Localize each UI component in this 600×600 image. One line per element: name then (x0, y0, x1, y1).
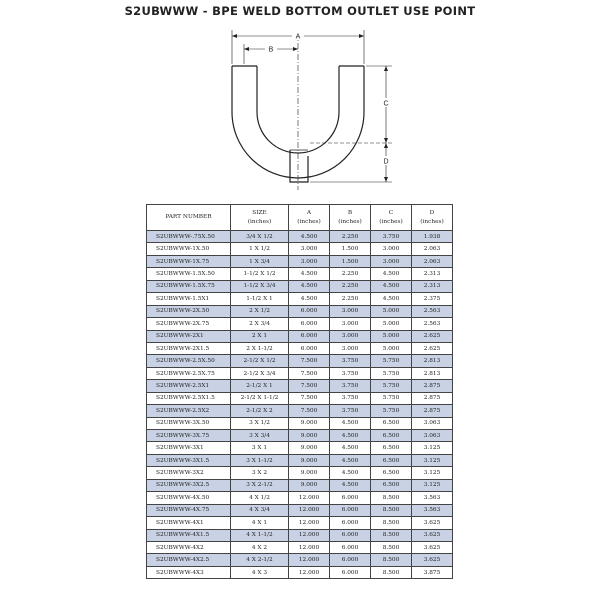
cell-c: 6.500 (371, 467, 412, 479)
label-c: C (383, 100, 389, 108)
label-a: A (295, 33, 301, 41)
cell-part-number: S2UBWWW-2X.75 (147, 318, 231, 330)
table-row (147, 293, 453, 305)
cell-part-number: S2UBWWW-1.5X.75 (147, 280, 231, 292)
page-title: S2UBWWW - BPE WELD BOTTOM OUTLET USE POINT (124, 4, 476, 18)
table-row (147, 330, 453, 342)
cell-a: 12.000 (289, 554, 330, 566)
cell-part-number: S2UBWWW-3X1.5 (147, 454, 231, 466)
label-b: B (268, 46, 274, 54)
cell-size: 1-1/2 X 1/2 (231, 268, 289, 280)
cell-c: 5.750 (371, 380, 412, 392)
cell-a: 9.000 (289, 467, 330, 479)
cell-part-number: S2UBWWW-4X1 (147, 517, 231, 529)
cell-size: 3 X 1-1/2 (231, 454, 289, 466)
cell-part-number: S2UBWWW-2.5X1 (147, 380, 231, 392)
cell-part-number: S2UBWWW-2.5X1.5 (147, 392, 231, 404)
cell-c: 5.750 (371, 405, 412, 417)
cell-a: 12.000 (289, 517, 330, 529)
table-row (147, 392, 453, 404)
header-b: B (inches) (330, 205, 371, 231)
cell-b: 3.000 (330, 342, 371, 354)
cell-a: 6.000 (289, 342, 330, 354)
cell-c: 4.500 (371, 280, 412, 292)
cell-size: 1-1/2 X 3/4 (231, 280, 289, 292)
table-row (147, 380, 453, 392)
cell-size: 2 X 1 (231, 330, 289, 342)
table-row (147, 231, 453, 243)
cell-part-number: S2UBWWW-3X1 (147, 442, 231, 454)
cell-size: 1 X 3/4 (231, 255, 289, 267)
cell-size: 2 X 1-1/2 (231, 342, 289, 354)
cell-b: 4.500 (330, 430, 371, 442)
cell-b: 2.250 (330, 280, 371, 292)
cell-part-number: S2UBWWW-2X1.5 (147, 342, 231, 354)
cell-part-number: S2UBWWW-2X.50 (147, 305, 231, 317)
table-row (147, 243, 453, 255)
cell-b: 3.750 (330, 355, 371, 367)
cell-a: 4.500 (289, 293, 330, 305)
cell-b: 1.500 (330, 255, 371, 267)
cell-size: 3 X 1/2 (231, 417, 289, 429)
table-row (147, 305, 453, 317)
cell-d: 2.313 (412, 280, 453, 292)
cell-size: 4 X 1/2 (231, 492, 289, 504)
table-row (147, 367, 453, 379)
cell-part-number: S2UBWWW-3X2 (147, 467, 231, 479)
table-row (147, 479, 453, 491)
cell-b: 3.750 (330, 405, 371, 417)
cell-b: 4.500 (330, 479, 371, 491)
header-part-number: PART NUMBER (147, 205, 231, 231)
cell-c: 4.500 (371, 268, 412, 280)
cell-c: 8.500 (371, 554, 412, 566)
cell-c: 6.500 (371, 442, 412, 454)
table-row (147, 405, 453, 417)
cell-d: 3.875 (412, 566, 453, 578)
cell-c: 6.500 (371, 417, 412, 429)
table-row (147, 442, 453, 454)
cell-d: 2.063 (412, 255, 453, 267)
cell-d: 2.875 (412, 380, 453, 392)
cell-a: 12.000 (289, 492, 330, 504)
header-c: C (inches) (371, 205, 412, 231)
cell-c: 8.500 (371, 566, 412, 578)
cell-d: 2.563 (412, 305, 453, 317)
cell-c: 5.000 (371, 318, 412, 330)
cell-c: 3.000 (371, 243, 412, 255)
cell-d: 3.563 (412, 504, 453, 516)
header-d: D (inches) (412, 205, 453, 231)
cell-a: 12.000 (289, 566, 330, 578)
cell-a: 7.500 (289, 355, 330, 367)
cell-part-number: S2UBWWW-4X2.5 (147, 554, 231, 566)
cell-size: 3 X 2 (231, 467, 289, 479)
cell-d: 2.813 (412, 355, 453, 367)
cell-c: 6.500 (371, 454, 412, 466)
table-row (147, 566, 453, 578)
cell-a: 3.000 (289, 243, 330, 255)
dimensions-table (146, 204, 453, 579)
cell-b: 4.500 (330, 467, 371, 479)
cell-size: 2-1/2 X 1/2 (231, 355, 289, 367)
cell-d: 3.625 (412, 554, 453, 566)
cell-a: 7.500 (289, 380, 330, 392)
cell-b: 3.750 (330, 380, 371, 392)
cell-d: 3.125 (412, 442, 453, 454)
cell-a: 6.000 (289, 305, 330, 317)
cell-d: 2.875 (412, 405, 453, 417)
cell-part-number: S2UBWWW-4X1.5 (147, 529, 231, 541)
table-row (147, 355, 453, 367)
cell-a: 12.000 (289, 504, 330, 516)
cell-a: 9.000 (289, 430, 330, 442)
cell-d: 3.063 (412, 417, 453, 429)
header-a: A (inches) (289, 205, 330, 231)
cell-size: 1-1/2 X 1 (231, 293, 289, 305)
cell-d: 3.063 (412, 430, 453, 442)
cell-b: 6.000 (330, 529, 371, 541)
cell-part-number: S2UBWWW-1.5X.50 (147, 268, 231, 280)
cell-b: 6.000 (330, 541, 371, 553)
cell-a: 12.000 (289, 541, 330, 553)
table-row (147, 268, 453, 280)
table-row (147, 280, 453, 292)
cell-c: 8.500 (371, 529, 412, 541)
cell-c: 8.500 (371, 492, 412, 504)
cell-a: 9.000 (289, 442, 330, 454)
cell-a: 7.500 (289, 392, 330, 404)
cell-b: 4.500 (330, 417, 371, 429)
cell-b: 4.500 (330, 454, 371, 466)
cell-c: 3.000 (371, 255, 412, 267)
table-header-row (147, 205, 453, 231)
table-row (147, 541, 453, 553)
cell-d: 2.625 (412, 342, 453, 354)
table-row (147, 554, 453, 566)
cell-size: 2-1/2 X 2 (231, 405, 289, 417)
cell-part-number: S2UBWWW-4X.50 (147, 492, 231, 504)
cell-c: 3.750 (371, 231, 412, 243)
cell-size: 4 X 2 (231, 541, 289, 553)
table-row (147, 454, 453, 466)
cell-c: 6.500 (371, 430, 412, 442)
cell-c: 8.500 (371, 541, 412, 553)
cell-c: 5.000 (371, 342, 412, 354)
cell-c: 5.750 (371, 392, 412, 404)
cell-part-number: S2UBWWW-3X2.5 (147, 479, 231, 491)
cell-b: 4.500 (330, 442, 371, 454)
cell-d: 3.625 (412, 529, 453, 541)
cell-b: 2.250 (330, 268, 371, 280)
cell-part-number: S2UBWWW-2.5X2 (147, 405, 231, 417)
cell-part-number: S2UBWWW-1.5X1 (147, 293, 231, 305)
cell-size: 2 X 3/4 (231, 318, 289, 330)
cell-size: 2 X 1/2 (231, 305, 289, 317)
cell-b: 2.250 (330, 231, 371, 243)
cell-c: 5.000 (371, 330, 412, 342)
cell-d: 2.063 (412, 243, 453, 255)
cell-b: 3.750 (330, 392, 371, 404)
cell-part-number: S2UBWWW-.75X.50 (147, 231, 231, 243)
cell-d: 2.563 (412, 318, 453, 330)
cell-size: 4 X 2-1/2 (231, 554, 289, 566)
cell-d: 2.813 (412, 367, 453, 379)
cell-part-number: S2UBWWW-2.5X.50 (147, 355, 231, 367)
cell-b: 3.000 (330, 330, 371, 342)
cell-part-number: S2UBWWW-1X.75 (147, 255, 231, 267)
label-d: D (383, 158, 389, 166)
cell-b: 6.000 (330, 492, 371, 504)
cell-b: 6.000 (330, 554, 371, 566)
cell-a: 3.000 (289, 255, 330, 267)
cell-c: 5.750 (371, 367, 412, 379)
cell-d: 2.375 (412, 293, 453, 305)
cell-size: 4 X 3 (231, 566, 289, 578)
cell-a: 12.000 (289, 529, 330, 541)
cell-d: 3.125 (412, 479, 453, 491)
cell-part-number: S2UBWWW-3X.50 (147, 417, 231, 429)
cell-b: 3.750 (330, 367, 371, 379)
table-row (147, 255, 453, 267)
cell-c: 5.750 (371, 355, 412, 367)
table-row (147, 517, 453, 529)
u-bend-diagram (0, 0, 600, 200)
cell-a: 9.000 (289, 454, 330, 466)
table-row (147, 342, 453, 354)
cell-c: 5.000 (371, 305, 412, 317)
cell-d: 3.563 (412, 492, 453, 504)
cell-b: 3.000 (330, 318, 371, 330)
cell-a: 6.000 (289, 330, 330, 342)
cell-part-number: S2UBWWW-2X1 (147, 330, 231, 342)
cell-part-number: S2UBWWW-4X3 (147, 566, 231, 578)
cell-part-number: S2UBWWW-1X.50 (147, 243, 231, 255)
cell-size: 3 X 1 (231, 442, 289, 454)
cell-size: 4 X 1 (231, 517, 289, 529)
cell-c: 6.500 (371, 479, 412, 491)
cell-a: 9.000 (289, 417, 330, 429)
table-row (147, 417, 453, 429)
table-row (147, 318, 453, 330)
table-row (147, 529, 453, 541)
table-row (147, 467, 453, 479)
cell-b: 6.000 (330, 517, 371, 529)
cell-a: 6.000 (289, 318, 330, 330)
cell-part-number: S2UBWWW-3X.75 (147, 430, 231, 442)
cell-size: 3 X 3/4 (231, 430, 289, 442)
cell-b: 1.500 (330, 243, 371, 255)
cell-a: 4.500 (289, 280, 330, 292)
cell-part-number: S2UBWWW-2.5X.75 (147, 367, 231, 379)
cell-a: 7.500 (289, 405, 330, 417)
cell-c: 4.500 (371, 293, 412, 305)
cell-d: 1.938 (412, 231, 453, 243)
cell-a: 7.500 (289, 367, 330, 379)
table-row (147, 492, 453, 504)
cell-b: 6.000 (330, 566, 371, 578)
cell-c: 8.500 (371, 504, 412, 516)
table-row (147, 430, 453, 442)
cell-part-number: S2UBWWW-4X2 (147, 541, 231, 553)
cell-size: 4 X 3/4 (231, 504, 289, 516)
cell-d: 3.625 (412, 541, 453, 553)
cell-b: 3.000 (330, 305, 371, 317)
cell-d: 3.625 (412, 517, 453, 529)
header-size: SIZE (inches) (231, 205, 289, 231)
cell-b: 2.250 (330, 293, 371, 305)
dimensions-table-container (146, 204, 453, 579)
cell-d: 2.313 (412, 268, 453, 280)
cell-d: 3.125 (412, 467, 453, 479)
table-row (147, 504, 453, 516)
cell-size: 2-1/2 X 1 (231, 380, 289, 392)
cell-size: 1 X 1/2 (231, 243, 289, 255)
cell-size: 2-1/2 X 3/4 (231, 367, 289, 379)
cell-c: 8.500 (371, 517, 412, 529)
cell-d: 2.625 (412, 330, 453, 342)
cell-d: 2.875 (412, 392, 453, 404)
cell-size: 3 X 2-1/2 (231, 479, 289, 491)
cell-b: 6.000 (330, 504, 371, 516)
cell-size: 4 X 1-1/2 (231, 529, 289, 541)
cell-part-number: S2UBWWW-4X.75 (147, 504, 231, 516)
cell-a: 9.000 (289, 479, 330, 491)
cell-d: 3.125 (412, 454, 453, 466)
cell-size: 3/4 X 1/2 (231, 231, 289, 243)
cell-a: 4.500 (289, 268, 330, 280)
cell-size: 2-1/2 X 1-1/2 (231, 392, 289, 404)
cell-a: 4.500 (289, 231, 330, 243)
